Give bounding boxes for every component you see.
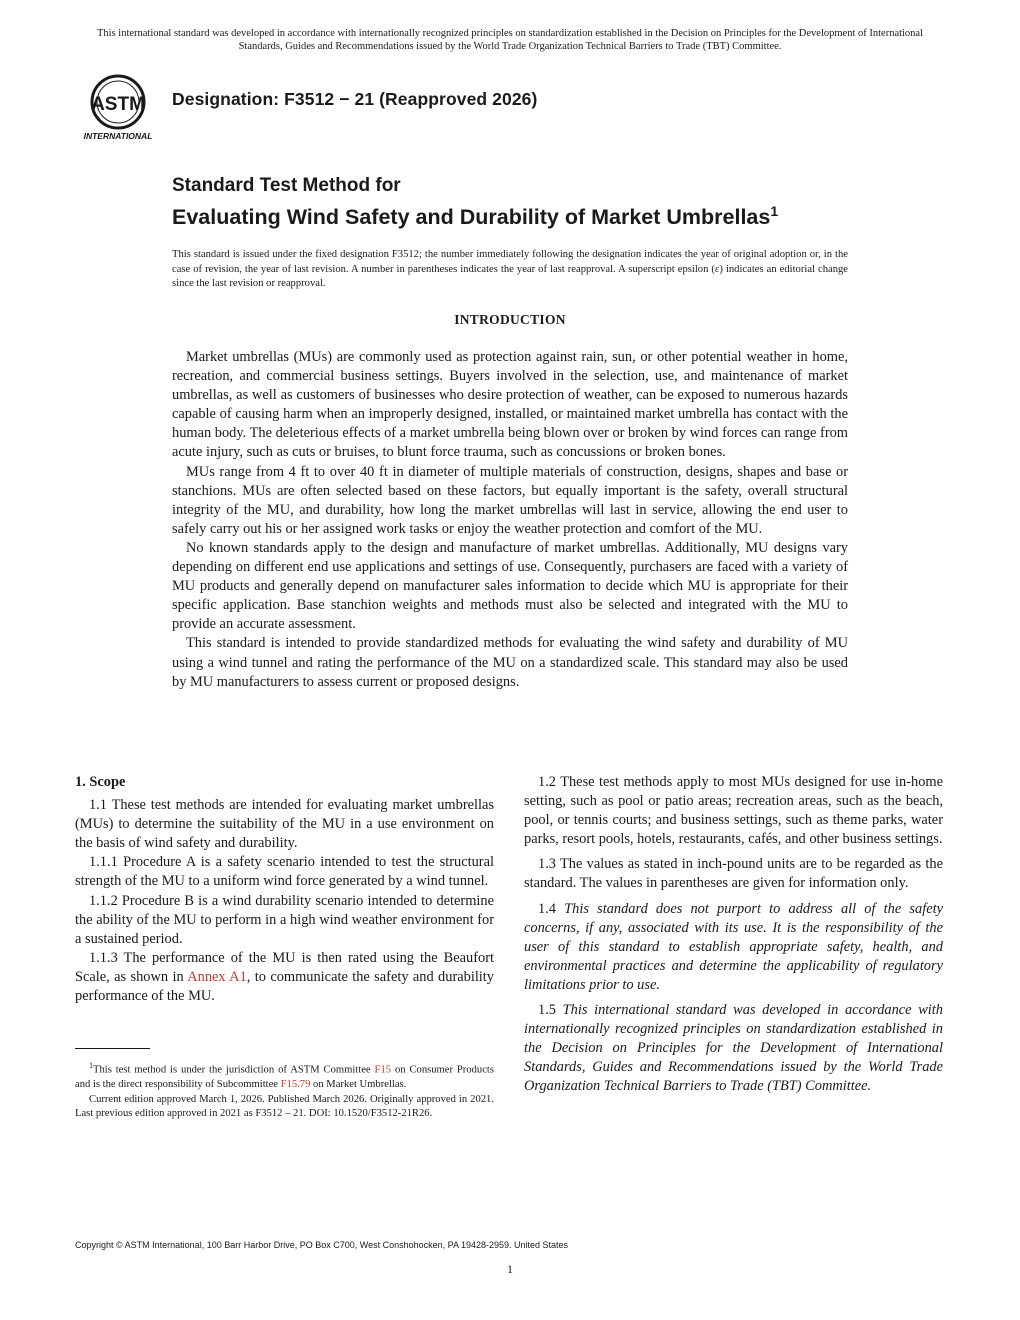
clause-1-3: 1.3 The values as stated in inch-pound units are to be regarded as the standard. The values in parentheses are given for information only.: [524, 856, 943, 892]
footnote-edition: Current edition approved March 1, 2026. Published March 2026. Originally approved in 2021. Last previous edition approved in 2021 as F3512 – 21. DOI: 10.1520/F3512-21R26.: [75, 1093, 494, 1120]
footnote-1: [75, 1059, 494, 1093]
left-column: [75, 773, 494, 1006]
top-notice: This international standard was developed in accordance with internationally recognized principles on standardization established in the Decision on Principles for the Development of International Standards, Guides and Recommendations issued by the World Trade Organization Technical Barriers to Trade (TBT) Committee.: [96, 28, 924, 52]
right-column: [524, 773, 943, 1103]
issuance-note: This standard is issued under the fixed designation F3512; the number immediately following the designation indicates the year of original adoption or, in the case of revision, the year of last revision. A number in parentheses indicates the year of last reapproval. A superscript epsilon (ε) indicates an editorial change since the last revision or reapproval.: [172, 249, 848, 289]
scope-heading: 1. Scope: [75, 774, 126, 790]
footnote-1-text-end: on Market Umbrellas.: [310, 1079, 407, 1091]
page-number: 1: [507, 1262, 513, 1276]
introduction-body: [172, 348, 848, 692]
footnote-1-text-mid: on Consumer Products and is the direct responsibility of Subcommittee: [75, 1064, 494, 1091]
footnote-mark: 1: [89, 1061, 93, 1070]
copyright: Copyright © ASTM International, 100 Barr Harbor Drive, PO Box C700, West Conshohocken, PA 19428-2959. United States: [75, 1240, 569, 1250]
clause-1-1-3-text-end: , to communicate the safety and durability performance of the MU.: [75, 968, 495, 1005]
clause-1-2: 1.2 These test methods apply to most MUs designed for use in-home setting, such as pool or patio areas; recreation areas, such as the beach, pool, or tennis courts; and business settings, such as theme parks, water parks, resort pools, hotels, restaurants, cafés, and other business settings.: [524, 774, 943, 848]
clause-1-1-3: [75, 949, 494, 1006]
intro-paragraph: This standard is intended to provide standardized methods for evaluating the wind safety and durability of MU using a wind tunnel and rating the performance of the MU on a standardized scale. This standard may also be used by MU manufacturers to assess current or proposed designs.: [172, 635, 848, 690]
footnote-divider: [75, 1048, 150, 1049]
clause-1-4: [524, 900, 943, 995]
title-line-1: Standard Test Method for: [172, 175, 401, 196]
intro-paragraph: No known standards apply to the design and manufacture of market umbrellas. Additionally, MU designs vary depending on different end use applications and settings of use. Consequently, purchasers are faced with a variety of MU products and generally depend on manufacturer sales information to decide which MU is appropriate for their specific application. Base stanchion weights and methods must also be selected and integrated with the MU to provide an accurate assessment.: [172, 539, 848, 633]
clause-1-4-number: 1.4: [538, 900, 565, 917]
annex-a1-link[interactable]: Annex A1: [187, 968, 247, 985]
clause-1-4-text: This standard does not purport to address all of the safety concerns, if any, associated with its use. It is the responsibility of the user of this standard to establish appropriate safety, health, and environmental practices and determine the applicability of regulatory limitations prior to use.: [524, 900, 943, 993]
footnotes: [75, 1059, 494, 1122]
astm-logo: [76, 73, 160, 143]
clause-1-5-number: 1.5: [538, 1002, 563, 1019]
clause-1-1-2: 1.1.2 Procedure B is a wind durability scenario intended to determine the ability of the MU to perform in a high wind weather environment for a sustained period.: [75, 892, 494, 947]
clause-1-1-3-text: 1.1.3 The performance of the MU is then rated using the Beaufort Scale, as shown in: [75, 949, 494, 985]
title-line-2: [172, 198, 778, 230]
clause-1-5: [524, 1001, 943, 1096]
clause-1-1-1: 1.1.1 Procedure A is a safety scenario intended to test the structural strength of the MU to a uniform wind force generated by a wind tunnel.: [75, 854, 494, 890]
intro-paragraph: MUs range from 4 ft to over 40 ft in diameter of multiple materials of construction, designs, shapes and base or stanchions. MUs are often selected based on these factors, but equally important is the safety, overall structural integrity of the MU, and durability, how long the market umbrellas will last in service, allowing the end user to safely carry out his or her assigned work tasks or enjoy the weather protection and comfort of the MU.: [172, 463, 848, 537]
document-title: [172, 174, 778, 230]
designation: Designation: F3512 − 21 (Reapproved 2026): [172, 89, 538, 109]
title-main: Evaluating Wind Safety and Durability of Market Umbrellas: [172, 205, 771, 230]
logo-subtext: INTERNATIONAL: [83, 131, 153, 141]
introduction-heading: INTRODUCTION: [454, 312, 566, 327]
title-footnote-mark: 1: [770, 203, 779, 219]
committee-f15-link[interactable]: F15: [374, 1064, 392, 1076]
clause-1-1: 1.1 These test methods are intended for evaluating market umbrellas (MUs) to determine the suitability of the MU in a use environment on the basis of wind safety and durability.: [75, 797, 494, 852]
subcommittee-f15-79-link[interactable]: F15.79: [280, 1079, 311, 1091]
intro-paragraph: Market umbrellas (MUs) are commonly used as protection against rain, sun, or other potential weather in home, recreation, and commercial business settings. Buyers involved in the selection, use, and maintenance of market umbrellas, as well as customers of businesses who desire protection of weather, can be exposed to numerous hazards capable of causing harm when an improperly designed, installed, or maintained market umbrella has contact with the human body. The deleterious effects of a market umbrella being blown over or broken by wind forces can range from acute injury, such as cuts or bruises, to blunt force trauma, such as concussions or broken bones.: [172, 349, 848, 461]
footnote-1-text: This test method is under the jurisdiction of ASTM Committee: [93, 1064, 375, 1076]
logo-text: ASTM: [91, 94, 145, 115]
clause-1-5-text: This international standard was developed in accordance with internationally recognized principles on standardization established in the Decision on Principles for the Development of International Standards, Guides and Recommendations issued by the World Trade Organization Technical Barriers to Trade (TBT) Committee.: [524, 1002, 943, 1095]
